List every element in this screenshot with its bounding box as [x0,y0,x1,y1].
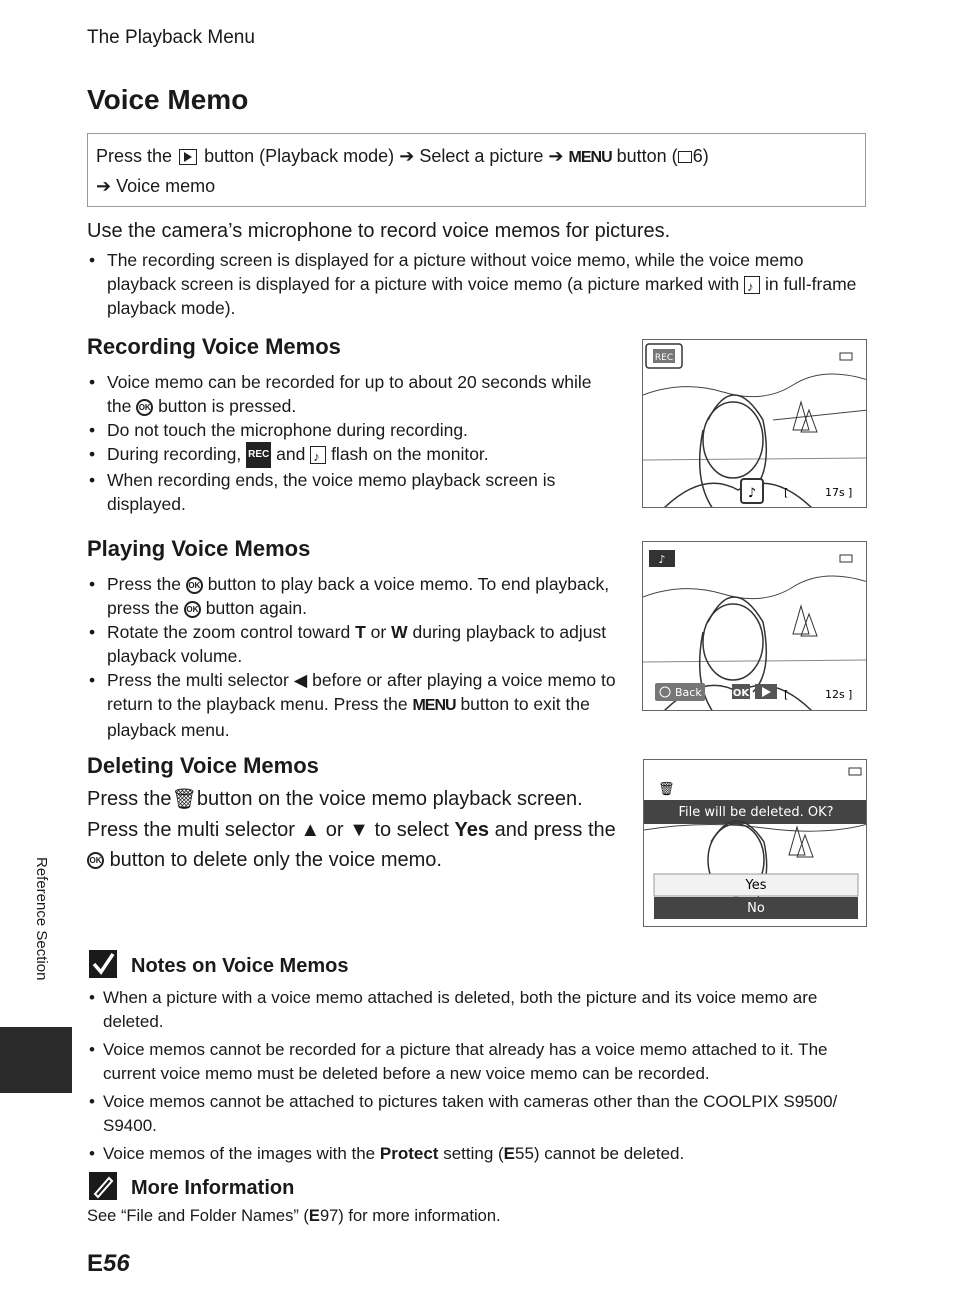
screen-rec-label: REC [654,353,674,363]
delete-screen-illustration [643,759,867,927]
navigation-path-box [87,133,866,207]
list-item: • Press the OK button to play back a voice memo. To end playback, press the OK button again. [87,572,617,620]
ok-button-icon: OK [186,577,203,594]
deleting-heading: Deleting Voice Memos [87,753,319,778]
camera-screen-art [643,340,867,508]
more-info-heading: More Information [131,1177,295,1199]
notes-heading: Notes on Voice Memos [131,955,349,977]
list-item: • Voice memos cannot be attached to pictures taken with cameras other than the COOLPIX S9500/ S9400. [87,1090,872,1138]
playback-button-icon [179,149,197,165]
reference-section-icon: E [308,1207,320,1225]
ok-button-icon: OK [136,399,153,416]
svg-text:[: [ [784,486,789,499]
page-reference-icon [678,151,692,163]
screen-yes-option: Yes [745,878,767,893]
rec-icon: REC [246,442,271,468]
screen-ok-label: OK [732,688,750,699]
recording-heading: Recording Voice Memos [87,334,341,359]
reference-section-icon: E [503,1144,516,1163]
playing-bullets [87,572,617,742]
list-item: • Voice memos of the images with the Protect setting (E55) cannot be deleted. [87,1142,872,1166]
menu-button-icon: MENU [412,697,456,714]
svg-text:]: ] [848,688,853,701]
more-info-text: See “File and Folder Names” (E97) for more information. [87,1207,501,1225]
up-arrow-icon: ▲ [300,818,321,841]
svg-text:[: [ [784,688,789,701]
svg-text:🗑: 🗑 [658,782,675,797]
playing-heading: Playing Voice Memos [87,536,311,561]
screen-no-option: No [747,901,765,916]
camera-screen-art [643,542,867,711]
list-item: • When a picture with a voice memo attached is deleted, both the picture and its voice memo are deleted. [87,986,872,1034]
playback-screen-illustration [642,541,867,711]
list-item: • Voice memo can be recorded for up to about 20 seconds while the OK button is pressed. [87,370,612,418]
list-item: • During recording, REC and ♪ flash on the monitor. [87,442,612,468]
arrow-icon: ➔ [399,146,415,166]
screen-time-label: 12s [825,688,845,701]
deleting-paragraph: Press the🗑button on the voice memo playback screen. Press the multi selector ▲ or ▼ to select Yes and press the OK button to delete only the voice memo. [87,788,616,871]
notes-check-icon [89,950,117,983]
screen-prompt-label: File will be deleted. OK? [678,805,834,820]
page-title: Voice Memo [87,84,249,115]
list-item: • Voice memos cannot be recorded for a picture that already has a voice memo attached to it. The current voice memo must be deleted before a new voice memo can be recorded. [87,1038,872,1086]
voice-memo-icon [310,446,326,464]
running-header: The Playback Menu [87,27,255,48]
left-arrow-icon: ◀ [293,670,308,690]
voice-memo-icon [744,276,760,294]
notes-bullets [87,986,872,1170]
nav-line-1: Press the button (Playback mode) ➔ Select a picture ➔ MENU button ( 6) [96,146,709,166]
menu-button-icon: MENU [568,149,612,166]
camera-screen-art [644,760,867,927]
side-tab [0,1027,72,1093]
svg-text:♪: ♪ [747,486,757,501]
list-item: • Do not touch the microphone during recording. [87,418,612,442]
arrow-icon: ➔ [96,176,112,196]
side-tab-label: Reference Section [33,857,50,981]
nav-line-2: ➔ Voice memo [96,176,216,196]
list-item: • Rotate the zoom control toward T or W during playback to adjust playback volume. [87,620,617,668]
more-info-pencil-icon [89,1172,117,1205]
down-arrow-icon: ▼ [349,818,369,841]
list-item: • When recording ends, the voice memo playback screen is displayed. [87,468,612,516]
trash-icon: 🗑 [171,788,197,811]
recording-bullets [87,370,612,516]
page-number: E56 [87,1250,130,1277]
list-item: • The recording screen is displayed for a picture without voice memo, while the voice memo playback screen is displayed for a picture with voice memo (a picture marked with ♪ in full-frame playback mode). [87,248,867,320]
recording-screen-illustration [642,339,867,508]
intro-text: Use the camera’s microphone to record voice memos for pictures. [87,220,671,242]
ok-button-icon: OK [184,601,201,618]
arrow-icon: ➔ [548,146,564,166]
intro-bullets [87,248,867,320]
svg-text:♪: ♪ [658,553,666,566]
screen-back-label: Back [675,686,702,699]
reference-section-icon: E [87,1250,104,1277]
ok-button-icon: OK [87,852,104,869]
svg-text:]: ] [848,486,853,499]
screen-time-label: 17s [825,486,845,499]
list-item: • Press the multi selector ◀ before or after playing a voice memo to return to the playback menu. Press the MENU button to exit the playback menu. [87,668,617,742]
